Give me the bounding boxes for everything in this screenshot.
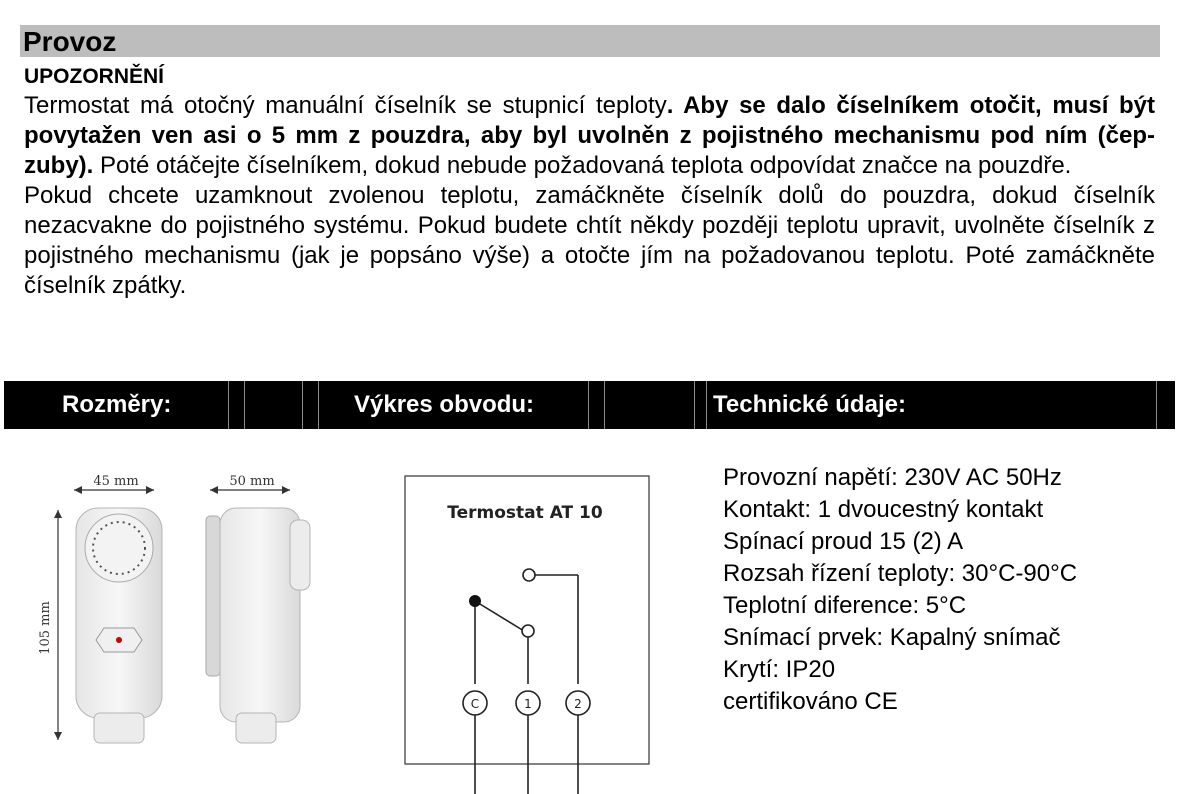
thermostat-base bbox=[94, 713, 144, 743]
height-label: 105 mm bbox=[38, 601, 53, 655]
bar-divider bbox=[1156, 381, 1157, 429]
bar-label-technical: Technické údaje: bbox=[713, 391, 906, 418]
arrow-head bbox=[74, 486, 82, 494]
section-title: Provoz bbox=[23, 26, 117, 57]
dial bbox=[85, 514, 153, 582]
spec-voltage: Provozní napětí: 230V AC 50Hz bbox=[723, 464, 1062, 491]
paragraph-2: Pokud chcete uzamknout zvolenou teplotu, zamáčkněte číselník dolů do pouzdra, dokud číselník nezacvakne do pojistného systému. Pokud budete chtít někdy později teplotu upravit, uvolněte číselník z pojistného mechanismu (jak je popsáno výše) a otočte jím na požadovanou teplotu. Poté zamáčkněte číselník zpátky. bbox=[24, 182, 1155, 299]
thermostat-side-drawing bbox=[190, 468, 340, 753]
mounting-plate bbox=[206, 516, 220, 676]
bar-divider bbox=[694, 381, 695, 429]
contact-2 bbox=[523, 569, 535, 581]
section-bar bbox=[4, 381, 1175, 429]
circuit-title: Termostat AT 10 bbox=[447, 503, 603, 523]
arrow-head bbox=[210, 486, 218, 494]
bold-instruction: . Aby se dalo číselníkem otočit, musí být povytažen ven asi o 5 mm z pouzdra, aby byl uvolněn z pojistného mechanismu pod ním (čep-zuby). bbox=[24, 92, 1155, 179]
warning-text bbox=[24, 91, 1155, 301]
dial-side bbox=[290, 520, 310, 590]
thermostat-housing-side bbox=[220, 508, 300, 722]
common-contact bbox=[469, 595, 481, 607]
spec-temp-range: Rozsah řízení teploty: 30°C-90°C bbox=[723, 560, 1078, 587]
paragraph-1: Termostat má otočný manuální číselník se stupnicí teploty. Aby se dalo číselníkem otočit, musí být povytažen ven asi o 5 mm z pouzdra, aby byl uvolněn z pojistného mechanismu pod ním (čep-zuby). Poté otáčejte číselníkem, dokud nebude požadovaná teplota odpovídat značce na pouzdře. bbox=[24, 92, 1155, 179]
spec-ce: certifikováno CE bbox=[723, 688, 898, 715]
technical-specs bbox=[723, 462, 1077, 718]
bar-divider bbox=[604, 381, 605, 429]
bar-divider bbox=[588, 381, 589, 429]
contact-1 bbox=[522, 625, 534, 637]
marker-dot bbox=[116, 637, 122, 643]
thermostat-front-drawing bbox=[36, 468, 186, 753]
arrow-head bbox=[146, 486, 154, 494]
arrow-head bbox=[54, 732, 62, 740]
bar-divider bbox=[302, 381, 303, 429]
spec-temp-diff: Teplotní diference: 5°C bbox=[723, 592, 967, 619]
bar-divider bbox=[318, 381, 319, 429]
spec-current: Spínací proud 15 (2) A bbox=[723, 528, 964, 555]
thermostat-base-side bbox=[236, 713, 276, 743]
bar-label-dimensions: Rozměry: bbox=[62, 391, 172, 418]
bar-divider bbox=[228, 381, 229, 429]
bar-divider bbox=[244, 381, 245, 429]
spec-sensor: Snímací prvek: Kapalný snímač bbox=[723, 624, 1061, 651]
width-side-label: 50 mm bbox=[229, 474, 275, 489]
warning-heading: UPOZORNĚNÍ bbox=[24, 65, 165, 88]
arrow-head bbox=[282, 486, 290, 494]
section-header bbox=[20, 25, 1160, 57]
terminal-label-c: C bbox=[470, 697, 480, 711]
arrow-head bbox=[54, 510, 62, 518]
width-front-label: 45 mm bbox=[93, 474, 139, 489]
bar-label-circuit: Výkres obvodu: bbox=[354, 391, 535, 418]
terminal-label-2: 2 bbox=[574, 697, 582, 711]
spec-ip: Krytí: IP20 bbox=[723, 656, 836, 683]
bar-divider bbox=[706, 381, 707, 429]
terminal-label-1: 1 bbox=[524, 697, 532, 711]
circuit-diagram bbox=[400, 474, 660, 794]
spec-contact: Kontakt: 1 dvoucestný kontakt bbox=[723, 496, 1044, 523]
